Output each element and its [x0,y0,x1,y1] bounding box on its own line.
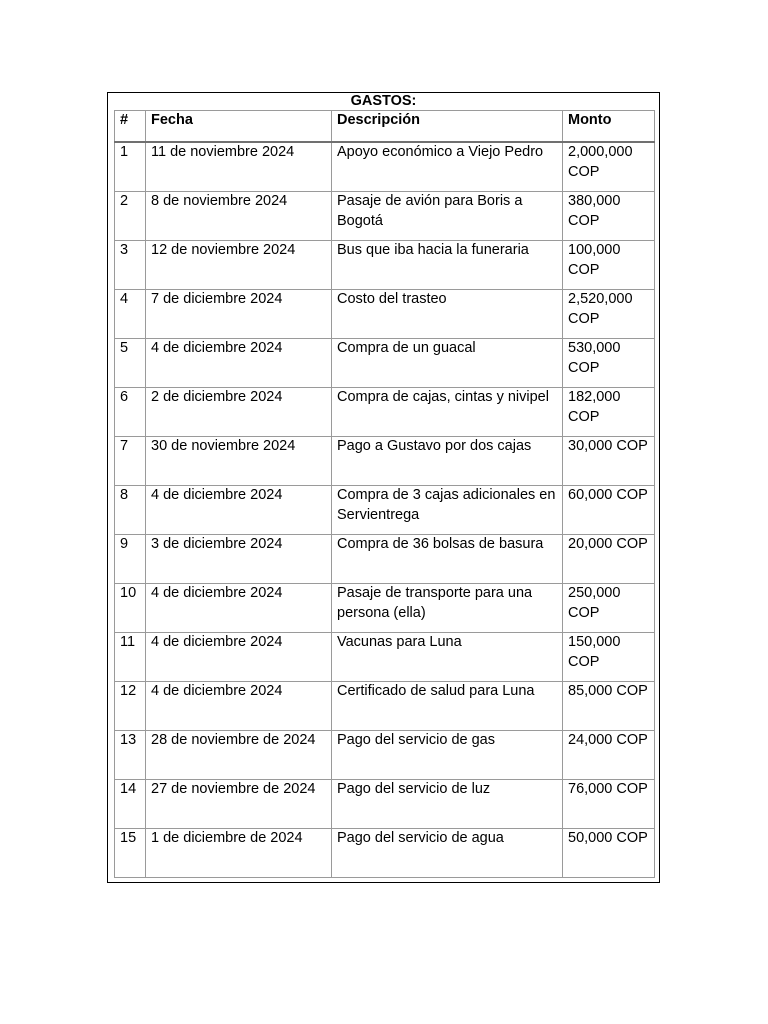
table-row [115,388,655,437]
cell-descripcion: Pago del servicio de luz [332,780,563,829]
cell-monto: 50,000 COP [563,829,655,878]
cell-num: 2 [115,192,146,241]
cell-num: 8 [115,486,146,535]
cell-descripcion: Apoyo económico a Viejo Pedro [332,142,563,192]
header-fecha: Fecha [146,111,332,143]
table-row [115,682,655,731]
cell-fecha: 3 de diciembre 2024 [146,535,332,584]
header-row [115,111,655,143]
cell-monto: 2,000,000 COP [563,142,655,192]
cell-monto: 250,000 COP [563,584,655,633]
cell-num: 7 [115,437,146,486]
cell-fecha: 4 de diciembre 2024 [146,486,332,535]
cell-descripcion: Bus que iba hacia la funeraria [332,241,563,290]
cell-num: 12 [115,682,146,731]
cell-num: 13 [115,731,146,780]
cell-descripcion: Compra de un guacal [332,339,563,388]
cell-fecha: 12 de noviembre 2024 [146,241,332,290]
table-row [115,192,655,241]
cell-monto: 150,000 COP [563,633,655,682]
cell-monto: 20,000 COP [563,535,655,584]
cell-num: 11 [115,633,146,682]
table-row [115,437,655,486]
cell-monto: 182,000 COP [563,388,655,437]
cell-descripcion: Pago del servicio de gas [332,731,563,780]
cell-descripcion: Pago a Gustavo por dos cajas [332,437,563,486]
cell-num: 6 [115,388,146,437]
cell-fecha: 30 de noviembre 2024 [146,437,332,486]
cell-monto: 530,000 COP [563,339,655,388]
cell-fecha: 8 de noviembre 2024 [146,192,332,241]
cell-fecha: 27 de noviembre de 2024 [146,780,332,829]
cell-num: 3 [115,241,146,290]
table-row [115,829,655,878]
expenses-table [114,110,655,878]
cell-fecha: 2 de diciembre 2024 [146,388,332,437]
table-row [115,584,655,633]
table-row [115,780,655,829]
cell-monto: 2,520,000 COP [563,290,655,339]
cell-descripcion: Compra de cajas, cintas y nivipel [332,388,563,437]
cell-descripcion: Vacunas para Luna [332,633,563,682]
header-monto: Monto [563,111,655,143]
cell-num: 15 [115,829,146,878]
cell-monto: 60,000 COP [563,486,655,535]
cell-monto: 76,000 COP [563,780,655,829]
cell-descripcion: Pasaje de transporte para una persona (ella) [332,584,563,633]
table-row [115,633,655,682]
cell-fecha: 4 de diciembre 2024 [146,584,332,633]
cell-fecha: 11 de noviembre 2024 [146,142,332,192]
cell-fecha: 4 de diciembre 2024 [146,682,332,731]
cell-monto: 24,000 COP [563,731,655,780]
cell-num: 5 [115,339,146,388]
table-row [115,142,655,192]
header-descripcion: Descripción [332,111,563,143]
cell-fecha: 1 de diciembre de 2024 [146,829,332,878]
table-row [115,731,655,780]
cell-num: 9 [115,535,146,584]
cell-num: 10 [115,584,146,633]
cell-monto: 380,000 COP [563,192,655,241]
cell-fecha: 28 de noviembre de 2024 [146,731,332,780]
cell-fecha: 7 de diciembre 2024 [146,290,332,339]
cell-num: 14 [115,780,146,829]
table-row [115,486,655,535]
header-num: # [115,111,146,143]
cell-monto: 85,000 COP [563,682,655,731]
cell-num: 1 [115,142,146,192]
table-title: GASTOS: [350,93,417,109]
table-row [115,241,655,290]
cell-descripcion: Compra de 36 bolsas de basura [332,535,563,584]
table-row [115,290,655,339]
cell-descripcion: Certificado de salud para Luna [332,682,563,731]
cell-descripcion: Compra de 3 cajas adicionales en Servientrega [332,486,563,535]
cell-descripcion: Costo del trasteo [332,290,563,339]
cell-monto: 30,000 COP [563,437,655,486]
cell-fecha: 4 de diciembre 2024 [146,339,332,388]
cell-descripcion: Pasaje de avión para Boris a Bogotá [332,192,563,241]
table-row [115,339,655,388]
cell-descripcion: Pago del servicio de agua [332,829,563,878]
cell-num: 4 [115,290,146,339]
cell-fecha: 4 de diciembre 2024 [146,633,332,682]
table-row [115,535,655,584]
cell-monto: 100,000 COP [563,241,655,290]
